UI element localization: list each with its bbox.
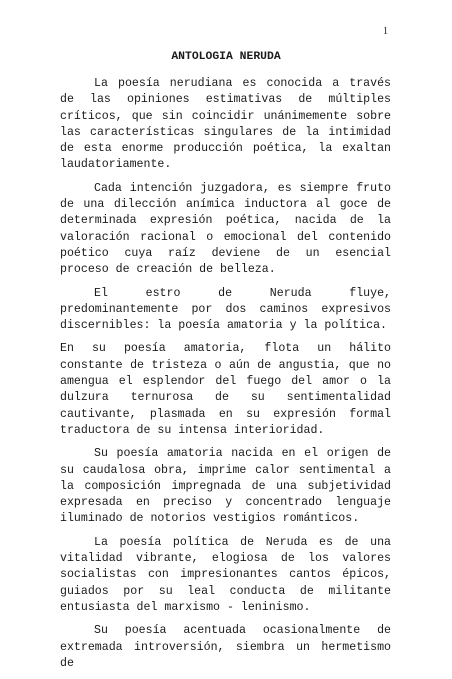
paragraph-6: La poesía política de Neruda es de una vitalidad vibrante, elogiosa de los valores socialistas con impresionantes cantos épicos, guiados por su leal conducta de militante entusiasta del marxismo - leninismo.	[60, 535, 391, 614]
paragraph-5: Su poesía amatoria nacida en el origen de su caudalosa obra, imprime calor sentimental a la composición impregnada de una subjetividad expresada en preciso y concentrado lenguaje iluminado de notorios vestigios románticos.	[60, 447, 391, 526]
paragraph-7: Su poesía acentuada ocasionalmente de extremada introversión, siembra un hermetismo de	[60, 624, 391, 670]
document-title: ANTOLOGIA NERUDA	[171, 51, 281, 63]
document-body	[60, 76, 391, 679]
paragraph-1: La poesía nerudiana es conocida a través de las opiniones estimativas de múltiples críticos, que sin coincidir unánimemente sobre las características singulares de la intimidad de esta enorme producción poética, la exaltan laudatoriamente.	[60, 77, 391, 172]
paragraph-2: Cada intención juzgadora, es siempre fruto de una dilección anímica inductora al goce de determinada expresión poética, nacida de la valoración racional o emocional del contenido poético cuya raíz deviene de un esencial proceso de creación de belleza.	[60, 181, 391, 277]
page-number: 1	[383, 26, 388, 37]
paragraph-4: En su poesía amatoria, flota un hálito constante de tristeza o aún de angustia, que no amengua el esplendor del fuego del amor o la dulzura ternurosa de su sentimentalidad cautivante, plasmada en su expresión formal traductora de su intensa interioridad.	[60, 342, 391, 437]
paragraph-3: El estro de Neruda fluye, predominantemente por dos caminos expresivos discernibles: la poesía amatoria y la política.	[60, 286, 391, 333]
